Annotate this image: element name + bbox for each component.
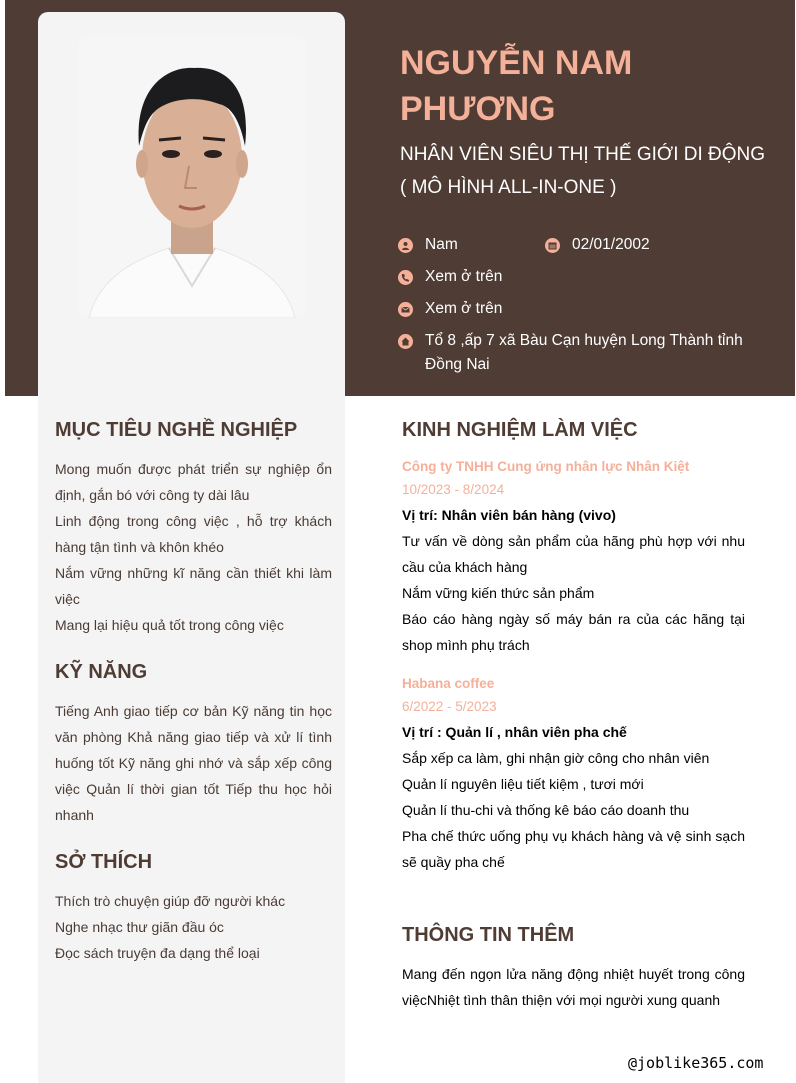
duty-item: Tư vấn về dòng sản phẩm của hãng phù hợp với nhu cầu của khách hàng [402, 533, 745, 575]
person-icon [398, 238, 413, 253]
skills-text [55, 698, 332, 828]
gender-value: Nam [425, 236, 458, 253]
objective-title: MỤC TIÊU NGHỀ NGHIỆP [55, 419, 298, 441]
objective-line: Linh động trong công việc , hỗ trợ khách hàng tận tình và khôn khéo [55, 513, 332, 555]
phone-value: Xem ở trên [425, 268, 503, 285]
calendar-icon [545, 238, 560, 253]
job-title [400, 138, 780, 204]
duty-item: Nắm vững kiến thức sản phẩm [402, 585, 595, 601]
hobbies-list [55, 888, 332, 966]
phone-icon [398, 270, 413, 285]
duty-item: Quản lí thu-chi và thống kê báo cáo doanh thu [402, 802, 690, 818]
duty-item: Pha chế thức uống phụ vụ khách hàng và vệ sinh sạch sẽ quầy pha chế [402, 828, 745, 870]
objective-line: Nắm vững những kĩ năng cần thiết khi làm việc [55, 565, 332, 607]
hobby-item: Thích trò chuyện giúp đỡ người khác [55, 893, 286, 909]
birthdate-row [545, 233, 745, 257]
email-row [398, 297, 748, 321]
job-2-company: Habana coffee [402, 676, 495, 691]
additional-info-text [402, 961, 745, 1013]
objective-line: Mong muốn được phát triển sự nghiệp ổn định, gắn bó với công ty dài lâu [55, 461, 332, 503]
email-icon [398, 302, 413, 317]
skills-paragraph: Tiếng Anh giao tiếp cơ bản Kỹ năng tin học văn phòng Khả năng giao tiếp và xử lí tình huống tốt Kỹ năng ghi nhớ và sắp xếp công việc Quản lí thời gian tốt Tiếp thu học hỏi nhanh [55, 703, 332, 823]
job-2-duties [402, 745, 745, 875]
hobbies-title: SỞ THÍCH [55, 851, 153, 873]
address-row [398, 329, 758, 377]
skills-title: KỸ NĂNG [55, 661, 148, 683]
job-title-line-2: ( MÔ HÌNH ALL-IN-ONE ) [400, 177, 617, 198]
hobby-item: Đọc sách truyện đa dạng thể loại [55, 945, 260, 961]
job-title-line-1: NHÂN VIÊN SIÊU THỊ THẾ GIỚI DI ĐỘNG [400, 144, 766, 165]
phone-row [398, 265, 748, 289]
duty-item: Báo cáo hàng ngày số máy bán ra của các hãng tại shop mình phụ trách [402, 611, 745, 653]
email-value: Xem ở trên [425, 300, 503, 317]
experience-title: KINH NGHIỆM LÀM VIỆC [402, 419, 638, 441]
job-1-role: Vị trí: Nhân viên bán hàng (vivo) [402, 507, 616, 523]
job-1-period: 10/2023 - 8/2024 [402, 482, 505, 497]
profile-photo [79, 36, 305, 318]
duty-item: Quản lí nguyên liệu tiết kiệm , tươi mới [402, 776, 644, 792]
candidate-name: NGUYỄN NAM PHƯƠNG [400, 44, 633, 128]
job-2-role: Vị trí : Quản lí , nhân viên pha chế [402, 724, 627, 740]
objective-line: Mang lại hiệu quả tốt trong công việc [55, 617, 284, 633]
birthdate-value: 02/01/2002 [572, 236, 650, 253]
duty-item: Sắp xếp ca làm, ghi nhận giờ công cho nhân viên [402, 750, 710, 766]
objective-text [55, 456, 332, 638]
job-1-duties [402, 528, 745, 658]
home-icon [398, 334, 413, 349]
gender-row [398, 233, 538, 257]
additional-info-paragraph: Mang đến ngọn lửa năng động nhiệt huyết trong công việcNhiệt tình thân thiện với mọi người xung quanh [402, 966, 745, 1008]
hobby-item: Nghe nhạc thư giãn đầu óc [55, 919, 224, 935]
additional-info-title: THÔNG TIN THÊM [402, 924, 575, 946]
job-2-period: 6/2022 - 5/2023 [402, 699, 497, 714]
footer-watermark: @joblike365.com [628, 1054, 764, 1072]
job-1-company: Công ty TNHH Cung ứng nhân lực Nhân Kiệt [402, 459, 690, 474]
address-value: Tổ 8 ,ấp 7 xã Bàu Cạn huyện Long Thành tỉnh Đồng Nai [425, 332, 743, 373]
